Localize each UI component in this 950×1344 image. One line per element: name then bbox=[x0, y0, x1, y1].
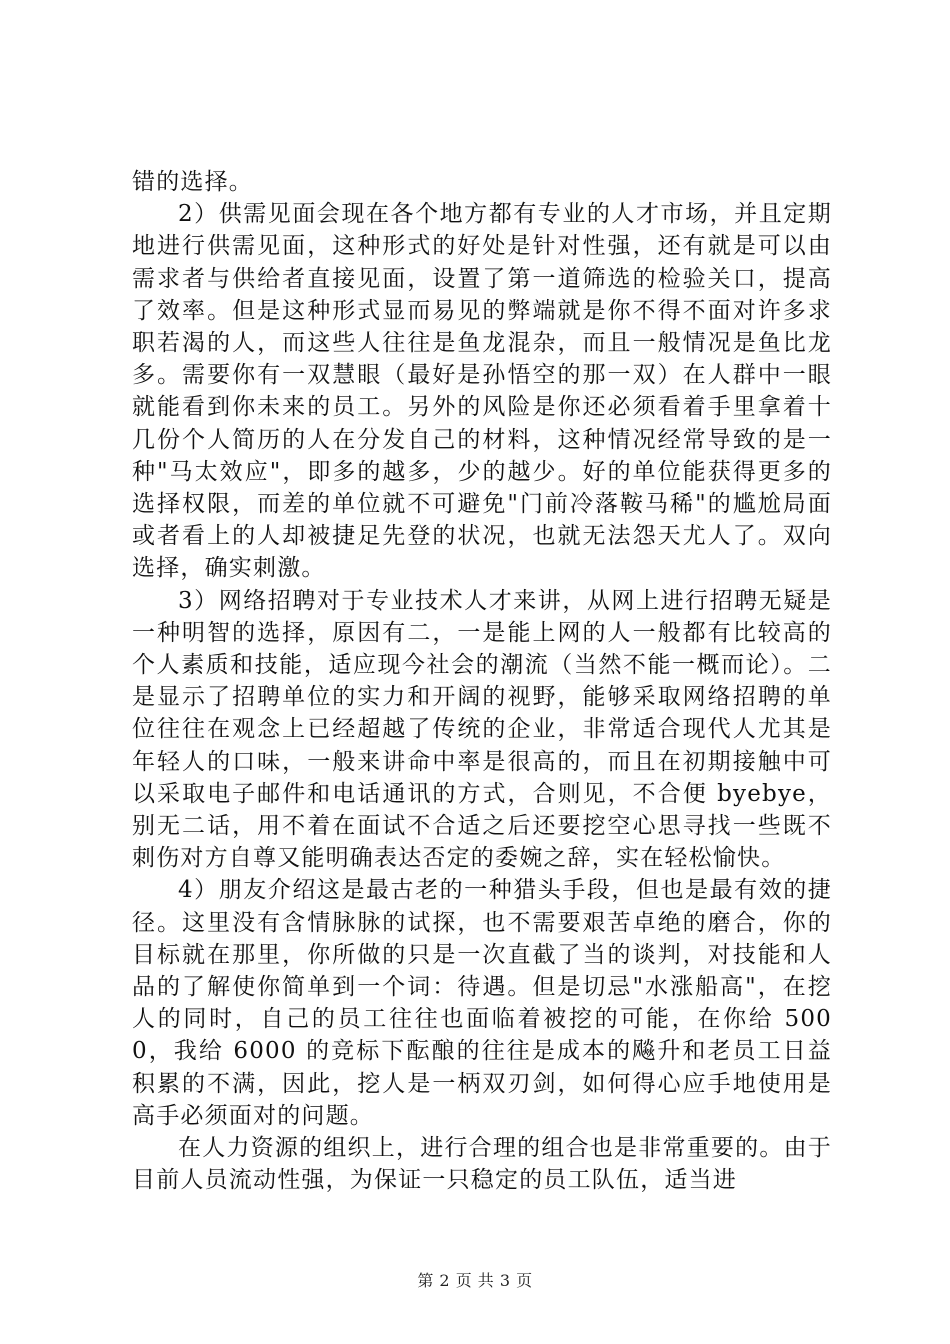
page-footer: 第 2 页 共 3 页 bbox=[417, 1271, 533, 1290]
document-body bbox=[132, 166, 832, 1197]
paragraph-continuation: 错的选择。 bbox=[132, 169, 253, 195]
paragraph-supply-demand-fair: 2）供需见面会现在各个地方都有专业的人才市场，并且定期地进行供需见面，这种形式的好处是针对性强，还有就是可以由需求者与供给者直接见面，设置了第一道筛选的检验关口，提高了效率。但是这种形式显而易见的弊端就是你不得不面对许多求职若渴的人，而这些人往往是鱼龙混杂，而且一般情况是鱼比龙多。需要你有一双慧眼（最好是孙悟空的那一双）在人群中一眼就能看到你未来的员工。另外的风险是你还必须看着手里拿着十几份个人简历的人在分发自己的材料，这种情况经常导致的是一种"马太效应"，即多的越多，少的越少。好的单位能获得更多的选择权限，而差的单位就不可避免"门前冷落鞍马稀"的尴尬局面或者看上的人却被捷足先登的状况，也就无法怨天尤人了。双向选择，确实刺激。 bbox=[132, 201, 832, 582]
paragraph-hr-organization: 在人力资源的组织上，进行合理的组合也是非常重要的。由于目前人员流动性强，为保证一只稳定的员工队伍，适当进 bbox=[132, 1135, 832, 1194]
paragraph-friend-referral: 4）朋友介绍这是最古老的一种猎头手段，但也是最有效的捷径。这里没有含情脉脉的试探，也不需要艰苦卓绝的磨合，你的目标就在那里，你所做的只是一次直截了当的谈判，对技能和人品的了解使你简单到一个词：待遇。但是切忌"水涨船高"，在挖人的同时，自己的员工往往也面临着被挖的可能，在你给 5000，我给 6000 的竞标下酝酿的往往是成本的飚升和老员工日益积累的不满，因此，挖人是一柄双刃剑，如何得心应手地使用是高手必须面对的问题。 bbox=[132, 877, 832, 1129]
paragraph-online-recruitment: 3）网络招聘对于专业技术人才来讲，从网上进行招聘无疑是一种明智的选择，原因有二，一是能上网的人一般都有比较高的个人素质和技能，适应现今社会的潮流（当然不能一概而论）。二是显示了招聘单位的实力和开阔的视野，能够采取网络招聘的单位往往在观念上已经超越了传统的企业，非常适合现代人尤其是年轻人的口味，一般来讲命中率是很高的，而且在初期接触中可以采取电子邮件和电话通讯的方式，合则见，不合便 byebye，别无二话，用不着在面试不合适之后还要挖空心思寻找一些既不刺伤对方自尊又能明确表达否定的委婉之辞，实在轻松愉快。 bbox=[132, 587, 832, 872]
